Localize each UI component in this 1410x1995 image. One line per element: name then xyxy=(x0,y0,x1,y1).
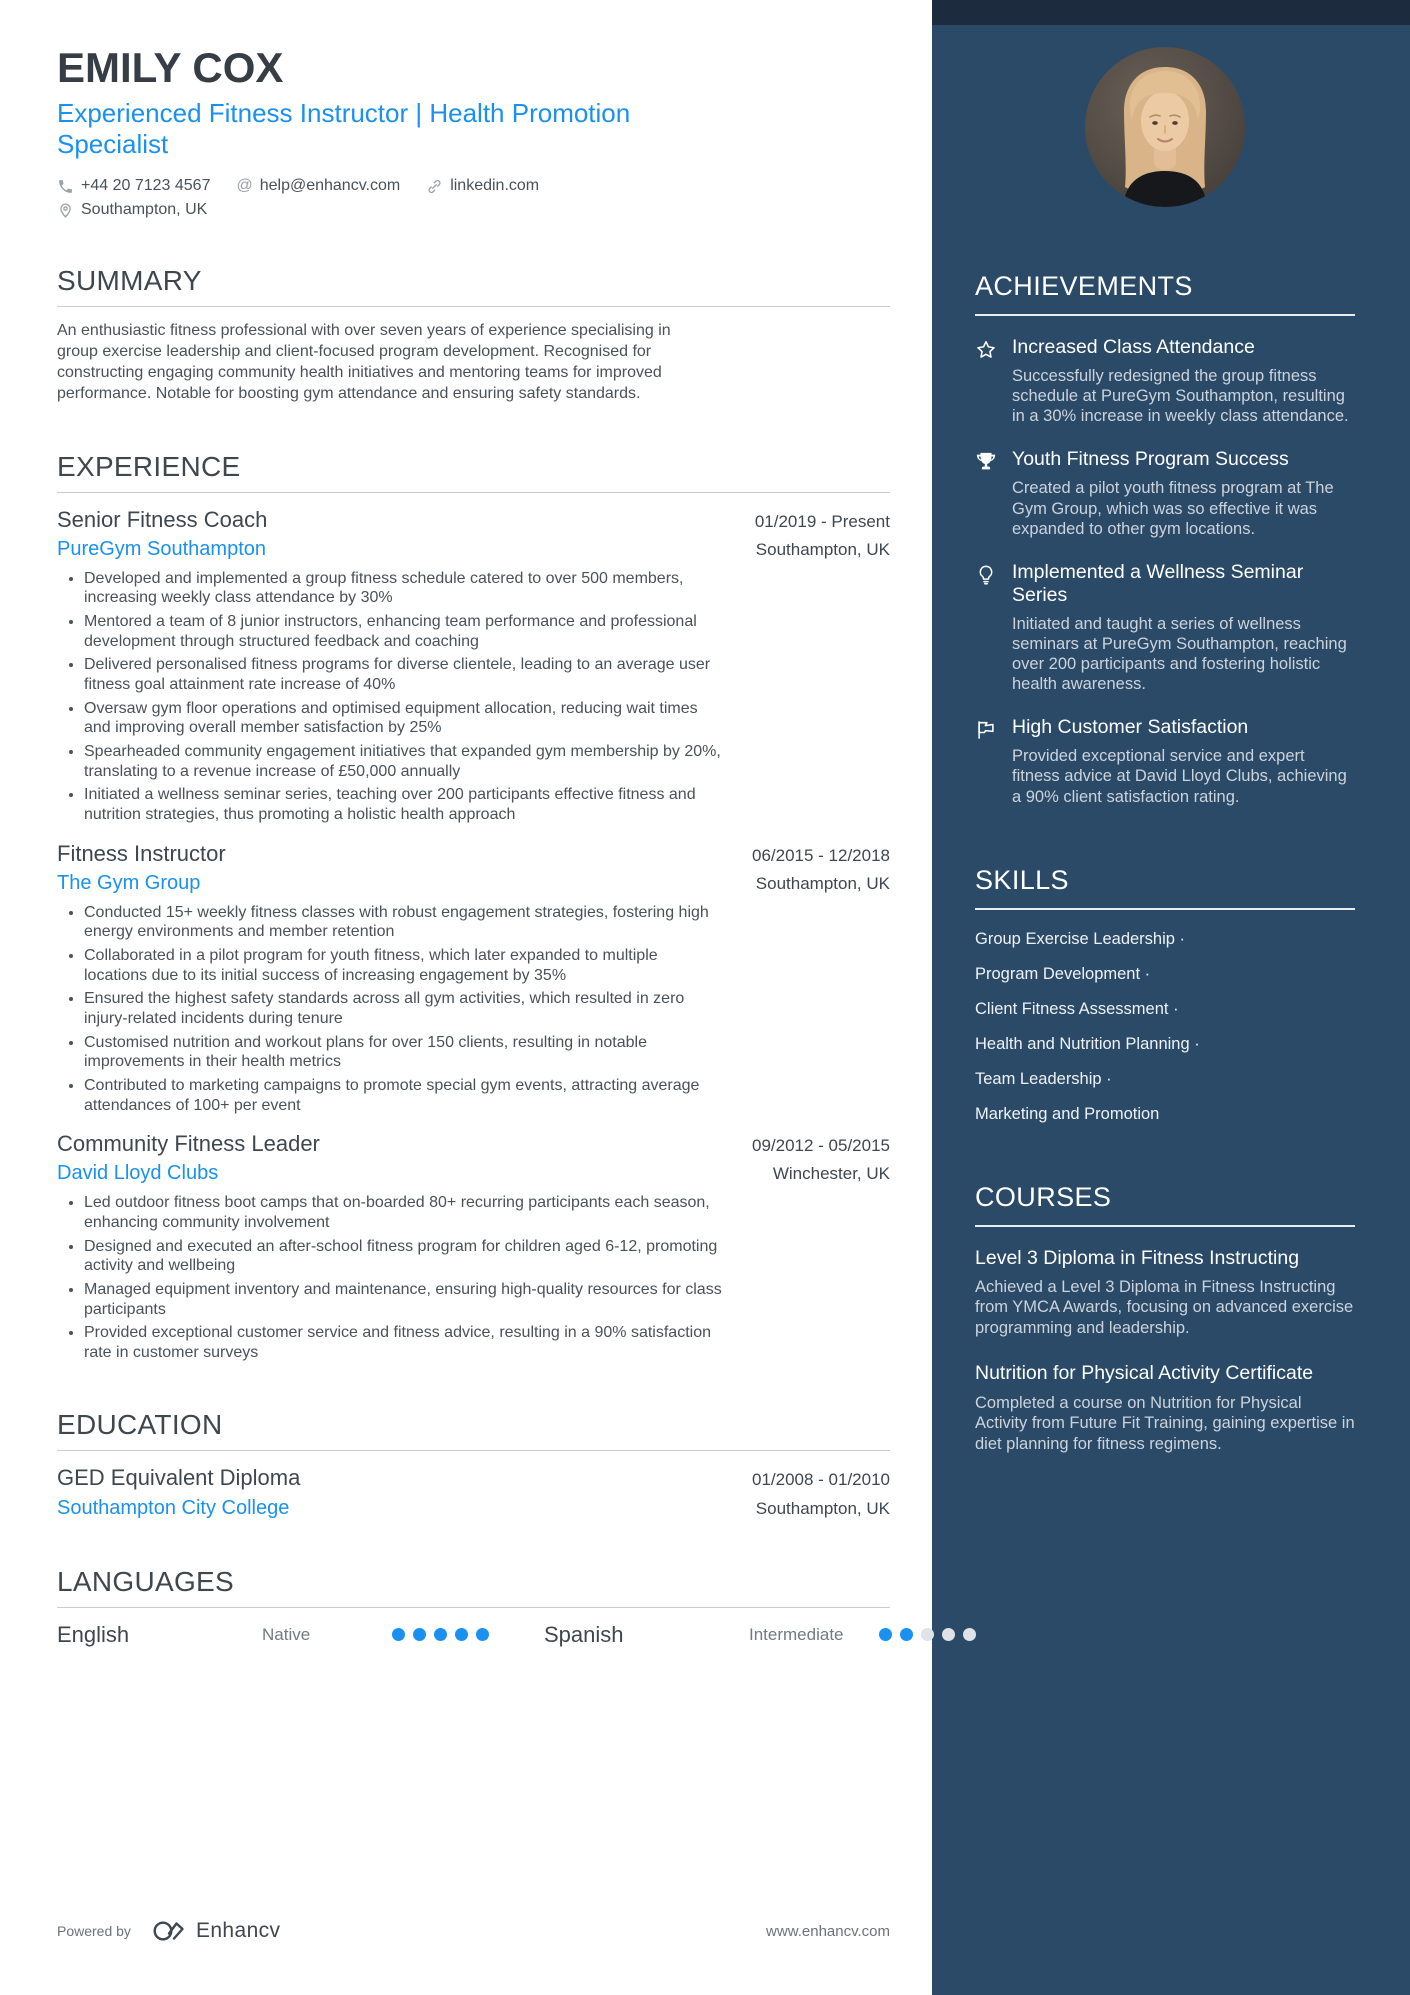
achievement-title: High Customer Satisfaction xyxy=(1012,716,1249,739)
bullet-item: • Ensured the highest safety standards across all gym activities, which resulted in zero injury-related incidents during tenure xyxy=(84,989,722,1028)
bullet-item: • Conducted 15+ weekly fitness classes with robust engagement strategies, fostering high energy environments and member retention xyxy=(84,903,722,942)
section-divider xyxy=(975,1225,1355,1227)
at-icon: @ xyxy=(236,177,253,195)
course-text: Achieved a Level 3 Diploma in Fitness Instructing from YMCA Awards, focusing on advanced exercise programming and leadership. xyxy=(975,1278,1354,1337)
course-item xyxy=(975,1247,1355,1339)
powered-by-label: Powered by xyxy=(57,1923,131,1939)
page-footer xyxy=(57,1919,890,1943)
bullet-item: • Provided exceptional customer service and fitness advice, resulting in a 90% satisfaction rate in customer surveys xyxy=(84,1323,722,1362)
job-bullets xyxy=(57,903,722,1116)
skill-item: Team Leadership · xyxy=(975,1069,1112,1088)
job-bullets xyxy=(57,1193,722,1362)
job-location: Southampton, UK xyxy=(755,873,890,893)
course-item xyxy=(975,1362,1355,1454)
contact-info xyxy=(57,177,737,219)
skill-item: Health and Nutrition Planning · xyxy=(975,1034,1200,1053)
bullet-item: • Managed equipment inventory and maintenance, ensuring high-quality resources for class participants xyxy=(84,1280,722,1319)
bullet-item: • Led outdoor fitness boot camps that on-boarded 80+ recurring participants each season, enhancing community involvement xyxy=(84,1193,722,1232)
achievement-item xyxy=(975,336,1355,426)
skill-separator: · xyxy=(1189,1034,1200,1053)
education-section xyxy=(57,1409,890,1520)
bullet-item: • Mentored a team of 8 junior instructors, enhancing team performance and professional development through structured feedback and coaching xyxy=(84,612,722,651)
footer-website[interactable]: www.enhancv.com xyxy=(766,1922,890,1940)
achievement-item xyxy=(975,448,1355,538)
job-location: Southampton, UK xyxy=(755,539,890,559)
job-entry xyxy=(57,507,890,825)
achievements-heading: ACHIEVEMENTS xyxy=(975,271,1193,301)
language-level: Intermediate xyxy=(749,1624,844,1644)
language-item xyxy=(57,1622,544,1648)
language-item xyxy=(544,1622,976,1648)
bullet-item: • Collaborated in a pilot program for youth fitness, which later expanded to multiple locations due to its initial success of increasing engagement by 35% xyxy=(84,946,722,985)
star-icon xyxy=(975,336,999,426)
job-entry xyxy=(57,841,890,1116)
proficiency-dot xyxy=(942,1628,955,1641)
courses-heading: COURSES xyxy=(975,1181,1112,1212)
proficiency-dot xyxy=(963,1628,976,1641)
proficiency-dot xyxy=(413,1628,426,1641)
experience-heading: EXPERIENCE xyxy=(57,450,241,482)
bullet-item: • Spearheaded community engagement initiatives that expanded gym membership by 20%, translating to a revenue increase of £50,000 annually xyxy=(84,742,722,781)
link-icon xyxy=(426,178,443,195)
phone-icon xyxy=(57,178,74,195)
person-name: EMILY COX xyxy=(57,44,284,91)
achievement-text: Successfully redesigned the group fitness schedule at PureGym Southampton, resulting in a 30% increase in weekly class attendance. xyxy=(1012,367,1349,426)
email-address: help@enhancv.com xyxy=(259,177,401,195)
proficiency-dot xyxy=(476,1628,489,1641)
bullet-item: • Developed and implemented a group fitness schedule catered to over 500 members, increasing weekly class attendance by 30% xyxy=(84,569,722,608)
jobs-list xyxy=(57,507,890,1363)
email-contact[interactable] xyxy=(236,177,400,195)
section-divider xyxy=(57,1450,890,1451)
skill-item: Marketing and Promotion xyxy=(975,1104,1160,1123)
flag-icon xyxy=(975,716,999,806)
resume-header xyxy=(57,46,890,219)
skill-item: Group Exercise Leadership · xyxy=(975,929,1186,948)
skill-separator: · xyxy=(1101,1069,1112,1088)
courses-section xyxy=(975,1182,1355,1455)
section-divider xyxy=(975,908,1355,910)
job-title: Community Fitness Leader xyxy=(57,1131,320,1157)
person-title: Experienced Fitness Instructor | Health Promotion Specialist xyxy=(57,98,631,159)
courses-list xyxy=(975,1247,1355,1455)
proficiency-dot xyxy=(392,1628,405,1641)
skill-separator: · xyxy=(1174,929,1186,948)
skill-separator: · xyxy=(1168,999,1179,1018)
language-name: Spanish xyxy=(544,1621,624,1647)
education-degree: GED Equivalent Diploma xyxy=(57,1464,301,1490)
location-text: Southampton, UK xyxy=(81,201,208,219)
skills-heading: SKILLS xyxy=(975,864,1069,895)
lightbulb-icon xyxy=(975,561,999,695)
languages-heading: LANGUAGES xyxy=(57,1565,234,1597)
enhancv-logo-icon xyxy=(153,1919,187,1943)
achievement-text: Provided exceptional service and expert fitness advice at David Lloyd Clubs, achieving a 90% client satisfaction rating. xyxy=(1012,747,1347,806)
bullet-item: • Customised nutrition and workout plans for over 150 clients, resulting in notable improvements in their health metrics xyxy=(84,1033,722,1072)
course-text: Completed a course on Nutrition for Physical Activity from Future Fit Training, gaining expertise in diet planning for fitness regimens. xyxy=(975,1393,1355,1453)
achievement-item xyxy=(975,561,1355,695)
phone-number: +44 20 7123 4567 xyxy=(81,177,211,195)
section-divider xyxy=(57,306,890,307)
achievement-text: Initiated and taught a series of wellness seminars at PureGym Southampton, reaching over 200 participants and fostering holistic health awareness. xyxy=(1012,614,1347,694)
job-location: Winchester, UK xyxy=(772,1164,890,1184)
job-company: PureGym Southampton xyxy=(57,537,266,560)
achievements-section xyxy=(975,271,1355,807)
skill-separator: · xyxy=(1140,964,1151,983)
job-entry xyxy=(57,1131,890,1362)
bullet-item: • Contributed to marketing campaigns to promote special gym events, attracting average attendances of 100+ per event xyxy=(84,1076,722,1115)
sidebar xyxy=(932,0,1410,1995)
experience-section xyxy=(57,451,890,1363)
website-contact[interactable] xyxy=(426,177,539,195)
skill-item: Program Development · xyxy=(975,964,1151,983)
summary-heading: SUMMARY xyxy=(57,265,202,297)
section-divider xyxy=(975,314,1355,316)
trophy-icon xyxy=(975,448,999,538)
skills-section xyxy=(975,865,1355,1124)
job-dates: 01/2019 - Present xyxy=(754,511,890,531)
achievement-text: Created a pilot youth fitness program at The Gym Group, which was so effective it was expanded to other gym locations. xyxy=(1012,479,1334,538)
profile-photo xyxy=(1085,47,1245,207)
proficiency-dot xyxy=(900,1628,913,1641)
language-proficiency-dots xyxy=(392,1628,489,1641)
sidebar-top-strip xyxy=(932,0,1410,25)
education-dates: 01/2008 - 01/2010 xyxy=(751,1469,890,1489)
section-divider xyxy=(57,492,890,493)
achievements-list xyxy=(975,336,1355,807)
proficiency-dot xyxy=(921,1628,934,1641)
skill-item: Client Fitness Assessment · xyxy=(975,999,1179,1018)
job-dates: 09/2012 - 05/2015 xyxy=(751,1136,890,1156)
skills-list xyxy=(975,930,1355,1124)
education-heading: EDUCATION xyxy=(57,1408,223,1440)
course-title: Nutrition for Physical Activity Certificate xyxy=(975,1362,1314,1385)
job-company: The Gym Group xyxy=(57,871,201,894)
proficiency-dot xyxy=(879,1628,892,1641)
job-title: Senior Fitness Coach xyxy=(57,506,268,532)
section-divider xyxy=(57,1607,890,1608)
bullet-item: • Delivered personalised fitness programs for diverse clientele, leading to an average user fitness goal attainment rate increase of 40% xyxy=(84,655,722,694)
languages-list xyxy=(57,1622,890,1648)
job-title: Fitness Instructor xyxy=(57,840,226,866)
language-proficiency-dots xyxy=(879,1628,976,1641)
job-company: David Lloyd Clubs xyxy=(57,1162,219,1185)
location-pin-icon xyxy=(57,202,74,219)
summary-text: An enthusiastic fitness professional with over seven years of experience specialising in group exercise leadership and client-focused program development. Recognised for constructing engaging community health initiatives and mentoring teams for improved performance. Notable for boosting gym attendance and ensuring safety standards. xyxy=(57,322,671,402)
language-level: Native xyxy=(262,1624,311,1644)
education-location: Southampton, UK xyxy=(755,1498,890,1518)
achievement-title: Implemented a Wellness Seminar Series xyxy=(1012,560,1304,606)
education-school: Southampton City College xyxy=(57,1496,290,1519)
achievement-title: Youth Fitness Program Success xyxy=(1012,448,1289,471)
enhancv-wordmark[interactable]: Enhancv xyxy=(195,1919,281,1942)
job-bullets xyxy=(57,569,722,825)
bullet-item: • Oversaw gym floor operations and optimised equipment allocation, reducing wait times and improving overall member satisfaction by 25% xyxy=(84,699,722,738)
languages-section xyxy=(57,1566,890,1648)
bullet-item: • Initiated a wellness seminar series, teaching over 200 participants effective fitness and nutrition strategies, thus promoting a holistic health approach xyxy=(84,785,722,824)
summary-section xyxy=(57,265,890,404)
location-contact xyxy=(57,201,737,219)
course-title: Level 3 Diploma in Fitness Instructing xyxy=(975,1246,1300,1269)
language-name: English xyxy=(57,1621,130,1647)
website-url: linkedin.com xyxy=(450,177,540,195)
proficiency-dot xyxy=(455,1628,468,1641)
bullet-item: • Designed and executed an after-school fitness program for children aged 6-12, promoting activity and wellbeing xyxy=(84,1237,722,1276)
job-dates: 06/2015 - 12/2018 xyxy=(751,845,890,865)
proficiency-dot xyxy=(434,1628,447,1641)
achievement-item xyxy=(975,716,1355,806)
achievement-title: Increased Class Attendance xyxy=(1012,336,1255,358)
phone-contact[interactable] xyxy=(57,177,210,195)
